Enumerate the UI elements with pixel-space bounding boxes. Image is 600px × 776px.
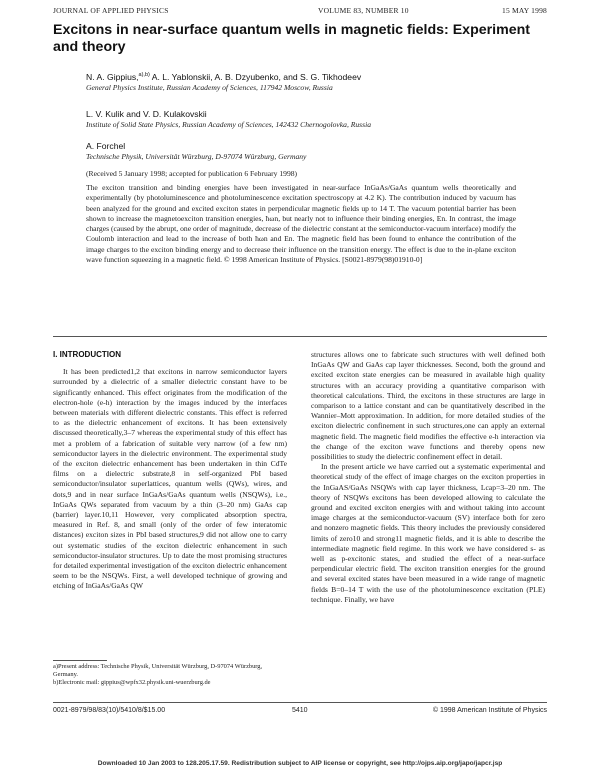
author-footnote-mark: a),b) bbox=[138, 72, 150, 78]
received-dates: (Received 5 January 1998; accepted for publication 6 February 1998) bbox=[86, 169, 298, 178]
journal-name: JOURNAL OF APPLIED PHYSICS bbox=[53, 6, 169, 15]
affiliation: Institute of Solid State Physics, Russian Academy of Sciences, 142432 Chernogolovka, Russia bbox=[86, 119, 372, 129]
paragraph: It has been predicted1,2 that excitons in narrow semiconductor layers surrounded by a dielectric of a smaller dielectric constant have to be significantly enhanced. This effect originates from the modification of the electron-hole (e-h) interaction by the images induced by the interfaces between materials with different dielectric constants. This effect is referred to as the dielectric enhancement of excitons. It has been extensively discussed theoretically,3–7 whereas the experimental study of this effect has met a problem of a fabrication of suitable very narrow (of a few nm) semiconductor layers in the dielectric environment. The experimental study of the exciton dielectric enhancement has been undertaken in thin CdTe films on a dielectric substrate,8 in self-organized PbI based semiconductor/insulator superlattices, quantum wells (QWs), wires, and dots,9 and in near surface InGaAs/GaAs quantum wells (NSQWs), i.e., InGaAs QWs separated from vacuum by a thin (3–20 nm) GaAs cap (barrier) layer.10,11 However, very complicated absorption spectra, measured in Ref. 8, and small (only of the order of few interatomic distances) exciton sizes in PbI based structures,9 did not allow one to carry out systematic studies of the exciton dielectric enhancement in such semiconductor-insulator structures. Up to date the most promising structures for detailed experimental investigation of the exciton dielectric enhancement seem to be the NSQWs. First, a well developed technique of growing and etching of InGaAs/GaAs QW bbox=[53, 367, 287, 591]
author-names-rest: A. L. Yablonskii, A. B. Dzyubenko, and S. G. Tikhodeev bbox=[149, 71, 362, 82]
article-title: Excitons in near-surface quantum wells in magnetic fields: Experiment and theory bbox=[53, 22, 530, 55]
paragraph: In the present article we have carried out a systematic experimental and theoretical study of the effect of image charges on the exciton properties in the InGaAS/GaAs NSQWs with cap layer thickness, Lcap=3–20 nm. The theory of NSQWs excitons has been developed allowing to calculate the ground and excited exciton energies with and without taking into account image charges at the semiconductor-vacuum (SV) interface both for zero and nonzero magnetic fields. This theory includes the previously considered limits of zero10 and strong11 magnetic fields, and it is able to describe the intermediate magnetic field regime. In this work we have considered s- as well as p-excitonic states, and studied the effect of a near-surface perpendicular electric field. The exciton transition energies for the ground and several excited states have been measured in a wide range of magnetic fields B=0–14 T with the use of the photoluminescence excitation (PLE) technique. Finally, we have bbox=[311, 462, 545, 604]
authors-line bbox=[86, 139, 556, 152]
footnote: a)Present address: Technische Physik, Universität Würzburg, D-97074 Würzburg, Germany. bbox=[53, 663, 263, 679]
authors-line bbox=[86, 70, 556, 83]
download-note: Downloaded 10 Jan 2003 to 128.205.17.59. Redistribution subject to AIP license or copyright, see http://ojps.aip.org/japo/japcr.jsp bbox=[97, 760, 503, 767]
affiliation: Technische Physik, Universität Würzburg, D-97074 Würzburg, Germany bbox=[86, 151, 307, 161]
copyright: © 1998 American Institute of Physics bbox=[432, 707, 547, 714]
issue-date: 15 MAY 1998 bbox=[502, 6, 547, 15]
author-name: L. V. Kulik and V. D. Kulakovskii bbox=[86, 108, 207, 119]
footnote: b)Electronic mail: gippius@wpfx32.physik.uni-wuerzburg.de bbox=[53, 679, 211, 687]
abstract-divider bbox=[53, 336, 547, 337]
affiliation: General Physics Institute, Russian Academy of Sciences, 117942 Moscow, Russia bbox=[86, 82, 333, 92]
article-code: 0021-8979/98/83(10)/5410/8/$15.00 bbox=[53, 707, 166, 714]
author-name: A. Forchel bbox=[86, 140, 126, 151]
author-group-3 bbox=[86, 139, 556, 162]
abstract: The exciton transition and binding energies have been investigated in near-surface InGaAs/GaAs quantum wells theoretically and experimentally (by photoluminescence and photoluminescence excitation spectroscopy at 4.2 K). The contribution induced by vacuum has been analyzed for the ground and excited exciton states in perpendicular magnetic fields up to 14 T. The vacuum potential barrier has been shown to increase the magnetoexciton transition energies, ħωn, but nearly not to influence their binding energies, En. In contrast, the image charges (caused by the abrupt, one order of magnitude, decrease of the dielectric constant at the semiconductor-vacuum interface) modify the Coulomb interaction and lead to the increase of both ħωn and En. The magnetic field has been found to enhance the contribution of the image charges to the exciton binding energy and to decrease their influence on the transition energy. The effect is due to the in-plane exciton wave function squeezing in a magnetic field. © 1998 American Institute of Physics. [S0021-8979(98)01910-0] bbox=[86, 183, 516, 265]
paragraph: structures allows one to fabricate such structures with well defined both InGaAs QW and GaAs cap layer thicknesses. Second, both the ground and excited exciton state energies can be measured in available high quality structures with an accuracy providing a quantitative comparison with theoretical calculations. Third, the excitons in these structures are large in comparison to a lattice constant and can be quantitatively described in the Wannier–Mott approximation. In addition, for more detailed studies of the exciton dielectric confinement in such structures,one can apply an external magnetic field. The magnetic field modifies the effective e-h interaction via the change of the exciton wave functions and thereby opens new possibilities to study the dielectric confinement effect in detail. bbox=[311, 350, 545, 462]
authors-line bbox=[86, 107, 556, 120]
author-group-1 bbox=[86, 70, 556, 93]
right-column bbox=[311, 350, 545, 605]
footer-divider bbox=[53, 702, 547, 703]
author-group-2 bbox=[86, 107, 556, 130]
volume-number: VOLUME 83, NUMBER 10 bbox=[318, 6, 409, 15]
page-number: 5410 bbox=[292, 707, 308, 714]
left-column bbox=[53, 350, 287, 592]
author-name: N. A. Gippius, bbox=[86, 71, 139, 82]
footnote-divider bbox=[53, 660, 107, 661]
footnotes bbox=[53, 660, 287, 688]
section-heading: I. INTRODUCTION bbox=[53, 350, 121, 359]
